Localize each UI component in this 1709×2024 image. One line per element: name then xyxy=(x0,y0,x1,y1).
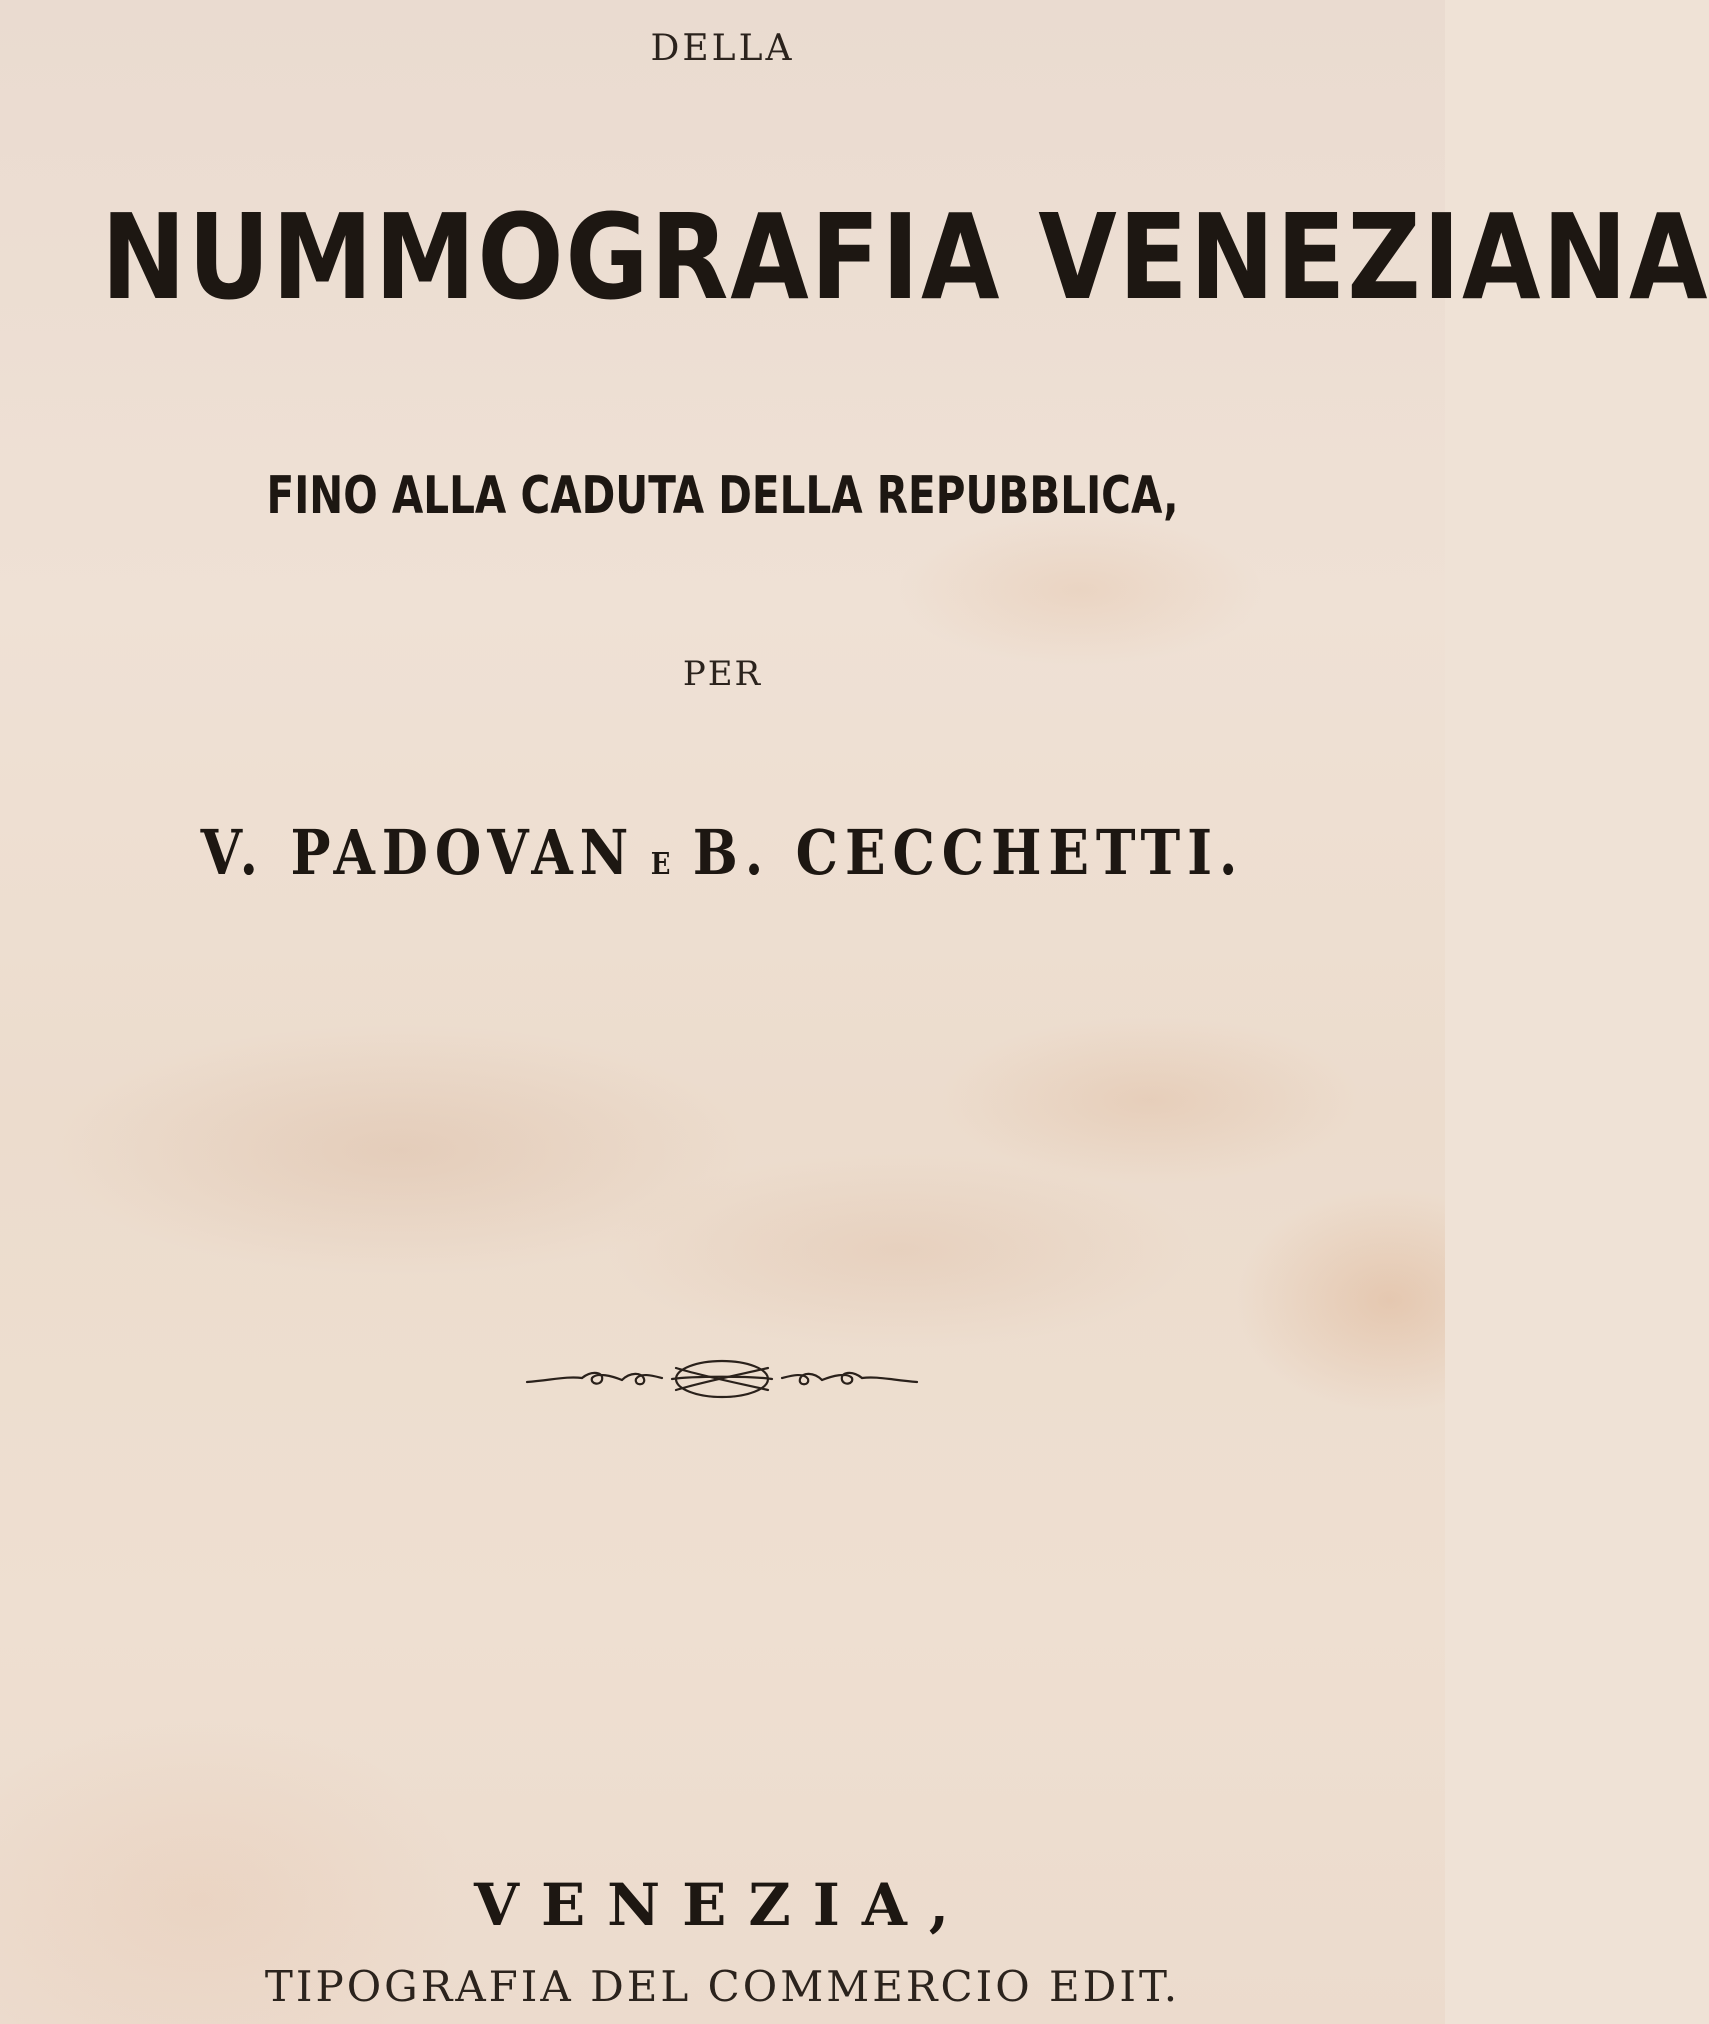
book-subtitle: FINO ALLA CADUTA DELLA REPUBBLICA, xyxy=(266,466,1179,526)
author-one: V. PADOVAN xyxy=(200,816,636,889)
publication-city: VENEZIA, xyxy=(473,1871,972,1939)
book-title: NUMMOGRAFIA VENEZIANA xyxy=(101,188,1709,326)
authors-line xyxy=(101,818,1344,900)
by-line: PER xyxy=(682,654,763,694)
printer-line: TIPOGRAFIA DEL COMMERCIO EDIT. xyxy=(264,1962,1181,2011)
ornament-flourish xyxy=(522,1354,922,1404)
preposition-line: DELLA xyxy=(650,28,795,69)
author-two: B. CECCHETTI. xyxy=(692,816,1245,889)
author-conjunction: E xyxy=(650,847,671,882)
